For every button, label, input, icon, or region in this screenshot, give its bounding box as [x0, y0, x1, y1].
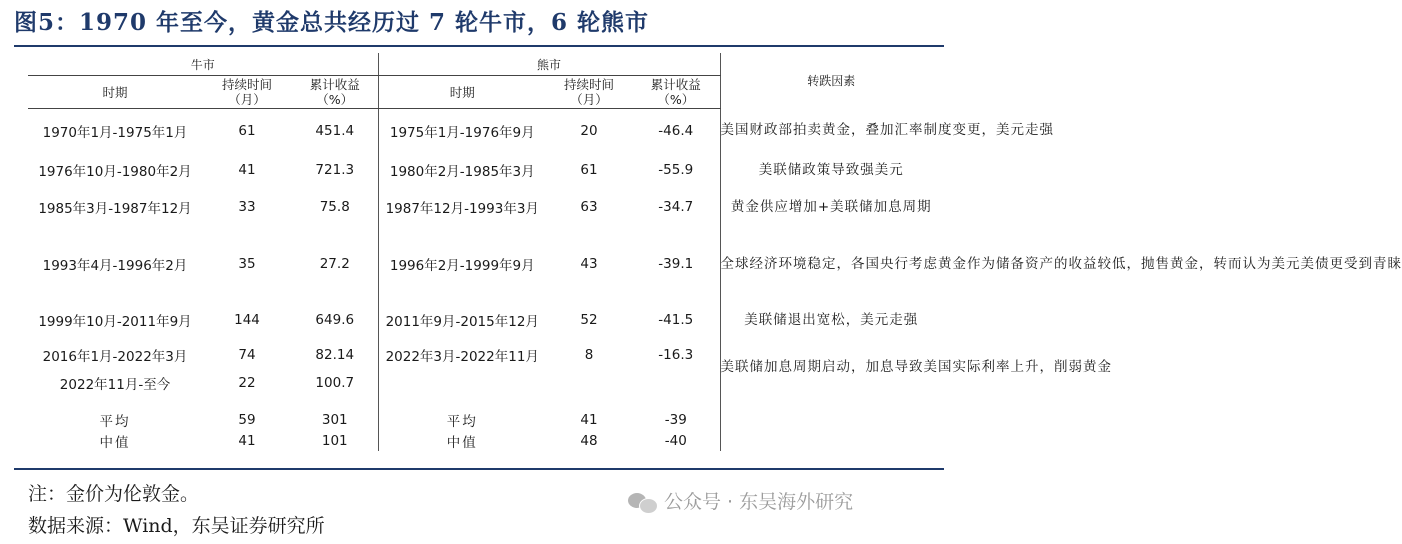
bull-duration-cell: 61 — [238, 123, 256, 139]
bull-period-cell: 1970年1月-1975年1月 — [42, 125, 188, 141]
bull-period-cell: 2016年1月-2022年3月 — [42, 349, 188, 365]
bull-duration-cell: 35 — [238, 256, 256, 272]
average-row — [28, 409, 942, 430]
table-row — [28, 227, 942, 301]
factor-cell: 美联储退出宽松，美元走强 — [744, 311, 919, 328]
factor-cell: 美联储加息周期启动，加息导致美国实际利率上升，削弱黄金 — [720, 358, 1113, 375]
bull-return-cell: 82.14 — [292, 339, 378, 371]
bull-duration-cell: 74 — [238, 347, 256, 363]
bear-period-cell: 2022年3月-2022年11月 — [385, 349, 539, 365]
bear-return-cell: -16.3 — [632, 339, 720, 371]
bull-return-header: 累计收益 （%） — [292, 76, 378, 109]
bear-duration-cell — [546, 371, 632, 395]
bear-median-return: -40 — [632, 430, 720, 451]
source-text: 数据来源：Wind，东吴证券研究所 — [28, 515, 325, 537]
bull-period-cell: 1999年10月-2011年9月 — [38, 314, 192, 330]
bull-period-cell: 1985年3月-1987年12月 — [38, 201, 192, 217]
bear-return-cell: -46.4 — [632, 109, 720, 154]
watermark-text: 公众号 · 东吴海外研究 — [664, 491, 854, 513]
wechat-icon — [628, 491, 658, 513]
bear-median-label: 中值 — [446, 434, 478, 451]
bull-duration-cell: 144 — [234, 312, 260, 328]
bottom-rule — [14, 468, 944, 470]
bull-return-cell: 451.4 — [292, 109, 378, 154]
watermark — [628, 487, 853, 517]
bear-period-cell: 2011年9月-2015年12月 — [385, 314, 539, 330]
bear-duration-header: 持续时间 （月） — [546, 76, 632, 109]
top-rule — [14, 45, 944, 47]
bull-average-duration: 59 — [238, 411, 256, 428]
bull-average-return: 301 — [292, 409, 378, 430]
bear-period-cell: 1975年1月-1976年9月 — [389, 125, 535, 141]
factor-header: 转跌因素 — [807, 74, 856, 89]
bear-duration-cell: 63 — [580, 199, 598, 215]
bull-median-duration: 41 — [238, 432, 256, 449]
bear-median-duration: 48 — [580, 432, 598, 449]
factor-cell: 全球经济环境稳定，各国央行考虑黄金作为储备资产的收益较低，抛售黄金，转而认为美元美债更受到青睐 — [720, 255, 1402, 272]
gold-cycles-table — [28, 53, 1402, 451]
bear-period-header: 时期 — [378, 76, 546, 109]
bull-period-cell: 1976年10月-1980年2月 — [38, 164, 192, 180]
bear-period-cell — [378, 371, 546, 395]
median-row — [28, 430, 942, 451]
bear-duration-cell: 43 — [580, 256, 598, 272]
bull-median-label: 中值 — [99, 434, 131, 451]
bull-return-cell: 27.2 — [292, 227, 378, 301]
spacer-row — [28, 395, 942, 409]
bear-duration-cell: 20 — [580, 123, 598, 139]
table-row — [28, 187, 942, 227]
bull-duration-header: 持续时间 （月） — [202, 76, 292, 109]
bear-return-cell: -41.5 — [632, 301, 720, 339]
bear-duration-cell: 52 — [580, 312, 598, 328]
bear-return-cell — [632, 371, 720, 395]
bull-duration-cell: 33 — [238, 199, 256, 215]
bear-duration-cell: 8 — [584, 347, 594, 363]
factor-cell: 黄金供应增加+美联储加息周期 — [730, 198, 932, 215]
bull-return-cell: 100.7 — [292, 371, 378, 395]
figure-title: 图5：1970 年至今，黄金总共经历过 7 轮牛市，6 轮熊市 — [14, 9, 650, 36]
bull-period-cell: 2022年11月-至今 — [59, 377, 171, 393]
factor-cell: 美联储政策导致强美元 — [758, 161, 904, 178]
table-row — [28, 153, 942, 187]
bull-return-cell: 649.6 — [292, 301, 378, 339]
bull-median-return: 101 — [292, 430, 378, 451]
bear-return-header: 累计收益 （%） — [632, 76, 720, 109]
bear-return-cell: -55.9 — [632, 153, 720, 187]
table-row — [28, 301, 942, 339]
bull-period-header: 时期 — [28, 76, 202, 109]
bull-return-cell: 75.8 — [292, 187, 378, 227]
bear-return-cell: -34.7 — [632, 187, 720, 227]
bull-market-header: 牛市 — [28, 53, 378, 76]
bear-average-label: 平均 — [446, 413, 478, 430]
bear-period-cell: 1996年2月-1999年9月 — [389, 258, 535, 274]
note-text: 注：金价为伦敦金。 — [28, 483, 200, 505]
table-row — [28, 109, 942, 154]
bear-period-cell: 1987年12月-1993年3月 — [385, 201, 539, 217]
bear-duration-cell: 61 — [580, 162, 598, 178]
bull-period-cell: 1993年4月-1996年2月 — [42, 258, 188, 274]
bull-average-label: 平均 — [99, 413, 131, 430]
bear-period-cell: 1980年2月-1985年3月 — [389, 164, 535, 180]
bear-average-return: -39 — [632, 409, 720, 430]
bull-duration-cell: 22 — [238, 375, 256, 391]
bull-duration-cell: 41 — [238, 162, 256, 178]
bear-average-duration: 41 — [580, 411, 598, 428]
bear-market-header: 熊市 — [378, 53, 720, 76]
bull-return-cell: 721.3 — [292, 153, 378, 187]
table-row — [28, 339, 942, 371]
bear-return-cell: -39.1 — [632, 227, 720, 301]
factor-cell: 美国财政部拍卖黄金，叠加汇率制度变更，美元走强 — [720, 122, 1055, 139]
